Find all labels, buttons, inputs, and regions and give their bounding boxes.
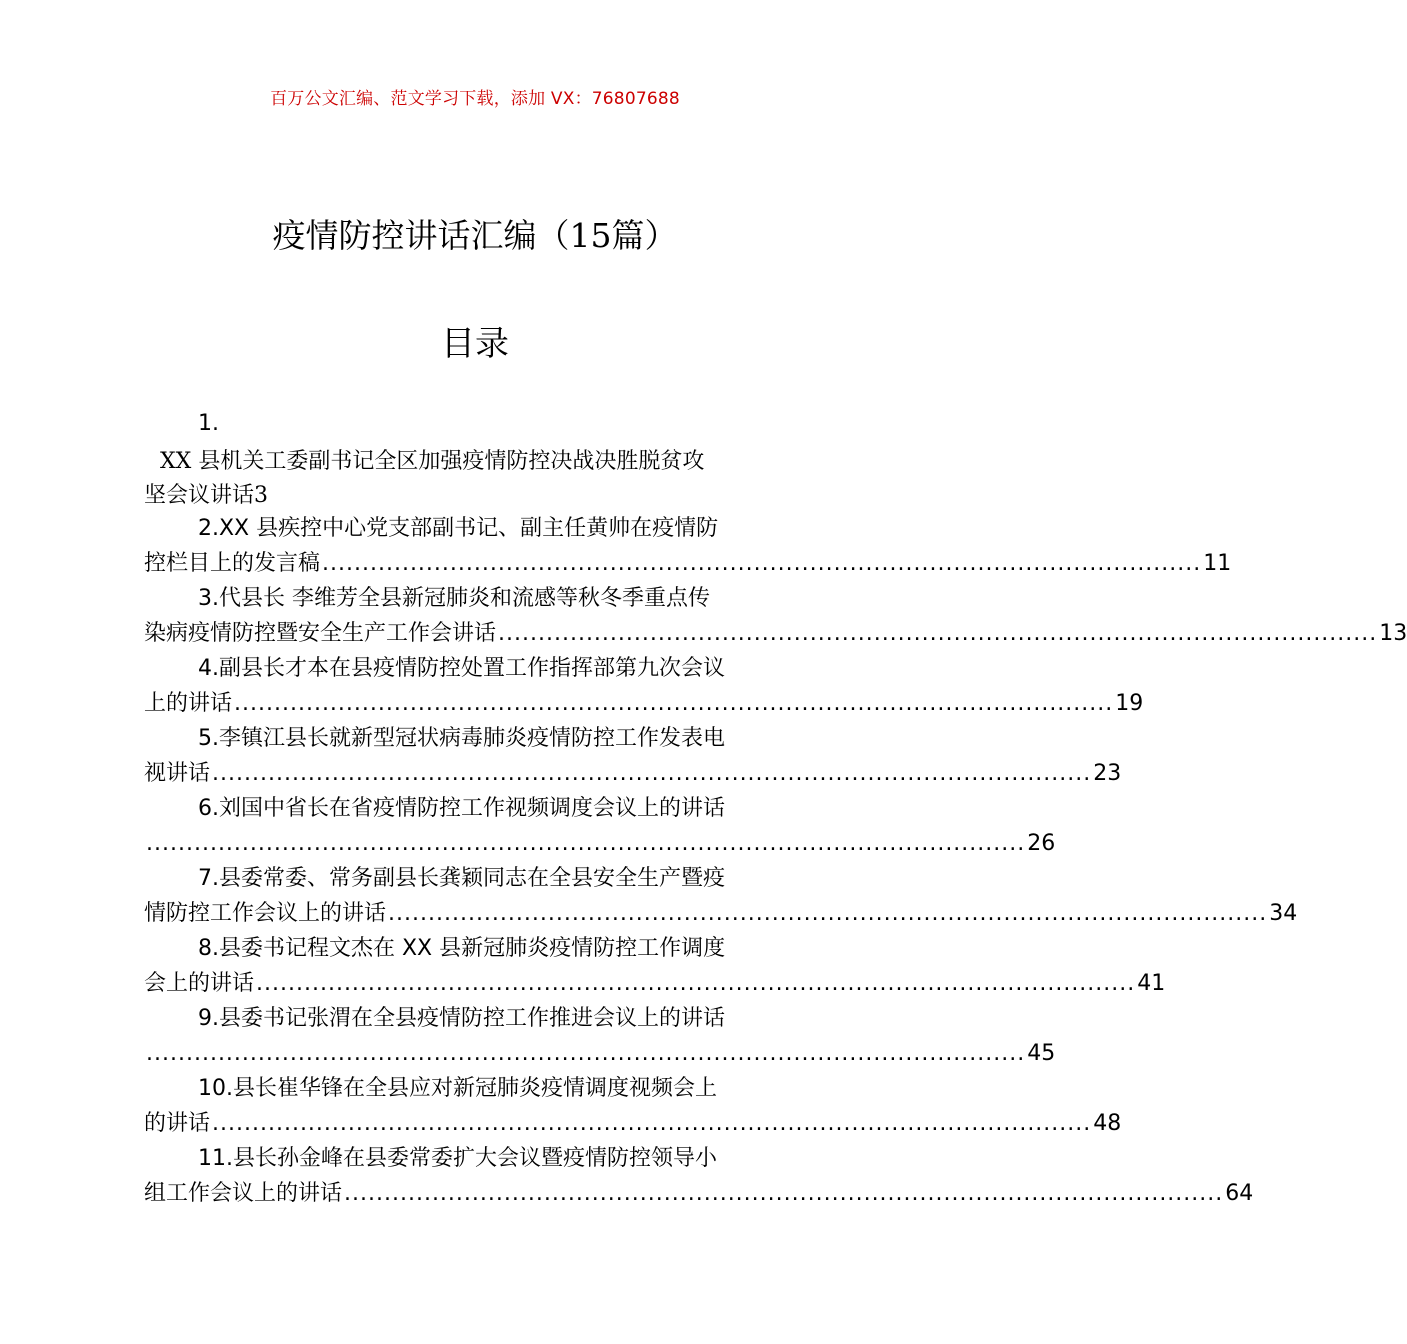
toc-entry-7-line1: 7.县委常委、常务副县长龚颖同志在全县安全生产暨疫 bbox=[198, 866, 725, 891]
toc-entry-3-title-end: 染病疫情防控暨安全生产工作会讲话 bbox=[144, 621, 497, 646]
leader-dots: .............................................................................................................. bbox=[234, 691, 1114, 716]
toc-entry-6-line2 bbox=[144, 828, 1056, 860]
toc-entry-1-page: 3 bbox=[254, 483, 269, 508]
toc-entry-2-line1: 2.XX 县疾控中心党支部副书记、副主任黄帅在疫情防 bbox=[198, 516, 719, 541]
toc-entry-1-line2 bbox=[144, 480, 806, 512]
toc-entry-4-page: 19 bbox=[1115, 691, 1144, 716]
leader-dots: .............................................................................................................. bbox=[498, 621, 1378, 646]
toc-entry-9-page: 45 bbox=[1027, 1041, 1056, 1066]
toc-entry-5-line2 bbox=[144, 758, 1122, 790]
toc-entry-4-title-end: 上的讲话 bbox=[144, 691, 233, 716]
leader-dots: .............................................................................................................. bbox=[256, 971, 1136, 996]
toc-entry-5-page: 23 bbox=[1093, 761, 1122, 786]
toc-entry-6-page: 26 bbox=[1027, 831, 1056, 856]
toc-entry-8-page: 41 bbox=[1137, 971, 1166, 996]
toc-entry-10-line2 bbox=[144, 1108, 1122, 1140]
title-number: 15 bbox=[569, 216, 612, 255]
toc-entry-9-line1: 9.县委书记张渭在全县疫情防控工作推进会议上的讲话 bbox=[198, 1006, 725, 1031]
title-prefix: 疫情防控讲话汇编（ bbox=[272, 216, 570, 255]
toc-entry-5-title-end: 视讲话 bbox=[144, 761, 211, 786]
leader-dots: .............................................................................................................. bbox=[388, 901, 1268, 926]
toc-entry-5-line1: 5.李镇江县长就新型冠状病毒肺炎疫情防控工作发表电 bbox=[198, 726, 725, 751]
toc-entry-11-title-end: 组工作会议上的讲话 bbox=[144, 1181, 343, 1206]
toc-entry-3-line1: 3.代县长 李维芳全县新冠肺炎和流感等秋冬季重点传 bbox=[198, 586, 710, 611]
toc-entry-2-page: 11 bbox=[1203, 551, 1232, 576]
watermark-header: 百万公文汇编、范文学习下载，添加 VX：76807688 bbox=[270, 89, 680, 109]
toc-entry-11-page: 64 bbox=[1225, 1181, 1254, 1206]
toc-entry-8-line1: 8.县委书记程文杰在 XX 县新冠肺炎疫情防控工作调度 bbox=[198, 936, 726, 961]
toc-entry-1-number: 1. bbox=[198, 411, 219, 436]
toc-entry-8-line2 bbox=[144, 968, 1166, 1000]
toc-entry-6-line1: 6.刘国中省长在省疫情防控工作视频调度会议上的讲话 bbox=[198, 796, 725, 821]
toc-entry-4-line2 bbox=[144, 688, 1144, 720]
toc-entry-2-title-end: 控栏目上的发言稿 bbox=[144, 551, 321, 576]
toc-entry-1-line1: XX 县机关工委副书记全区加强疫情防控决战决胜脱贫攻 bbox=[160, 449, 705, 474]
toc-entry-10-title-end: 的讲话 bbox=[144, 1111, 211, 1136]
toc-entry-10-line1: 10.县长崔华锋在全县应对新冠肺炎疫情调度视频会上 bbox=[198, 1076, 717, 1101]
toc-entry-9-line2 bbox=[144, 1038, 1056, 1070]
toc-entry-10-page: 48 bbox=[1093, 1111, 1122, 1136]
toc-entry-2-line2 bbox=[144, 548, 1232, 580]
leader-dots: .............................................................................................................. bbox=[146, 1041, 1026, 1066]
toc-entry-7-line2 bbox=[144, 898, 1298, 930]
title-suffix: 篇） bbox=[611, 216, 678, 255]
leader-dots: .............................................................................................................. bbox=[212, 761, 1092, 786]
toc-entry-8-title-end: 会上的讲话 bbox=[144, 971, 255, 996]
toc-entry-7-page: 34 bbox=[1269, 901, 1298, 926]
toc-entry-3-line2 bbox=[144, 618, 1407, 650]
toc-heading: 目录 bbox=[441, 324, 509, 364]
leader-dots: .............................................................................................................. bbox=[344, 1181, 1224, 1206]
toc-entry-11-line2 bbox=[144, 1178, 1254, 1210]
toc-entry-4-line1: 4.副县长才本在县疫情防控处置工作指挥部第九次会议 bbox=[198, 656, 725, 681]
toc-entry-11-line1: 11.县长孙金峰在县委常委扩大会议暨疫情防控领导小 bbox=[198, 1146, 717, 1171]
toc-entry-7-title-end: 情防控工作会议上的讲话 bbox=[144, 901, 387, 926]
toc-entry-1-title-end: 坚会议讲话 bbox=[144, 483, 255, 508]
leader-dots: .............................................................................................................. bbox=[146, 831, 1026, 856]
toc-entry-3-page: 13 bbox=[1379, 621, 1407, 646]
leader-dots: .............................................................................................................. bbox=[322, 551, 1202, 576]
document-title bbox=[0, 210, 950, 257]
leader-dots: .............................................................................................................. bbox=[212, 1111, 1092, 1136]
